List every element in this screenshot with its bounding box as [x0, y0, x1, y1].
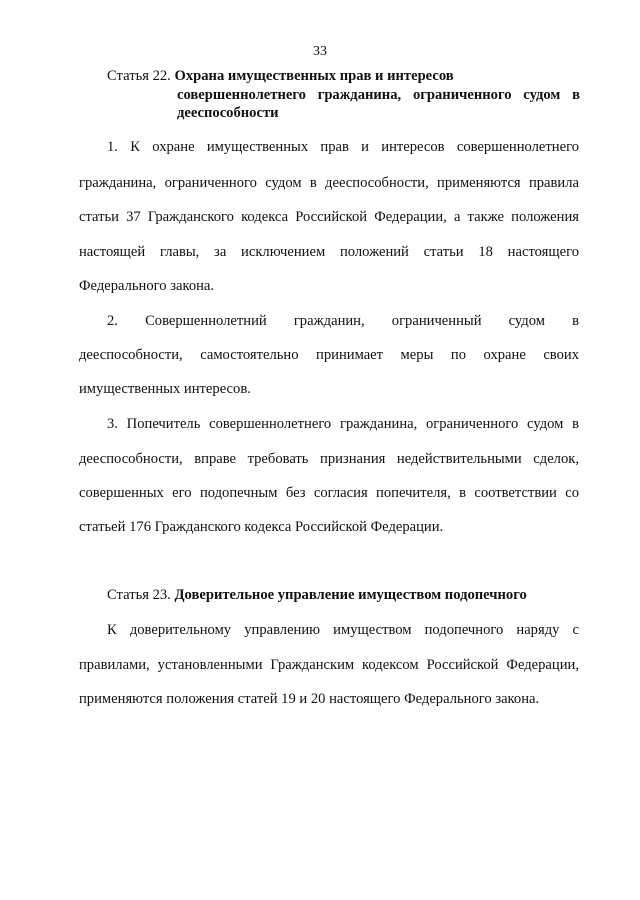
- article-22-paragraph-1-line-3: статьи 37 Гражданского кодекса Российской Федерации, а также положения: [79, 209, 579, 225]
- article-23-prefix: Статья 23.: [107, 587, 171, 603]
- article-22-paragraph-1-line-5: Федерального закона.: [79, 278, 215, 294]
- article-23-paragraph-line-2: правилами, установленными Гражданским кодексом Российской Федерации,: [79, 657, 579, 673]
- article-22-title-line-3: дееспособности: [177, 105, 279, 121]
- article-22-title-line-1: Охрана имущественных прав и интересов: [174, 68, 454, 84]
- article-22-prefix: Статья 22.: [107, 68, 171, 84]
- article-22-paragraph-3-line-2: дееспособности, вправе требовать признания недействительными сделок,: [79, 451, 579, 467]
- article-23-title: Доверительное управление имуществом подопечного: [174, 587, 527, 603]
- article-22-paragraph-2-line-1: 2. Совершеннолетний гражданин, ограниченный судом в: [107, 313, 579, 329]
- article-22-heading: [107, 67, 454, 85]
- article-23-paragraph-line-1: К доверительному управлению имуществом подопечного наряду с: [107, 622, 579, 638]
- article-23-heading: [107, 586, 527, 604]
- article-22-paragraph-1-line-1: 1. К охране имущественных прав и интересов совершеннолетнего: [107, 139, 579, 155]
- article-22-paragraph-3-line-4: статьей 176 Гражданского кодекса Российской Федерации.: [79, 519, 444, 535]
- article-22-paragraph-2-line-2: дееспособности, самостоятельно принимает меры по охране своих: [79, 347, 579, 363]
- article-22-paragraph-1-line-4: настоящей главы, за исключением положений статьи 18 настоящего: [79, 244, 579, 260]
- article-22-title-line-2: совершеннолетнего гражданина, ограниченного судом в: [177, 87, 580, 103]
- page-number: 33: [313, 44, 327, 59]
- article-22-paragraph-3-line-1: 3. Попечитель совершеннолетнего гражданина, ограниченного судом в: [107, 416, 579, 432]
- article-23-paragraph-line-3: применяются положения статей 19 и 20 настоящего Федерального закона.: [79, 691, 540, 707]
- article-22-paragraph-3-line-3: совершенных его подопечным без согласия попечителя, в соответствии со: [79, 485, 579, 501]
- article-22-paragraph-2-line-3: имущественных интересов.: [79, 381, 251, 397]
- article-22-paragraph-1-line-2: гражданина, ограниченного судом в дееспособности, применяются правила: [79, 175, 579, 191]
